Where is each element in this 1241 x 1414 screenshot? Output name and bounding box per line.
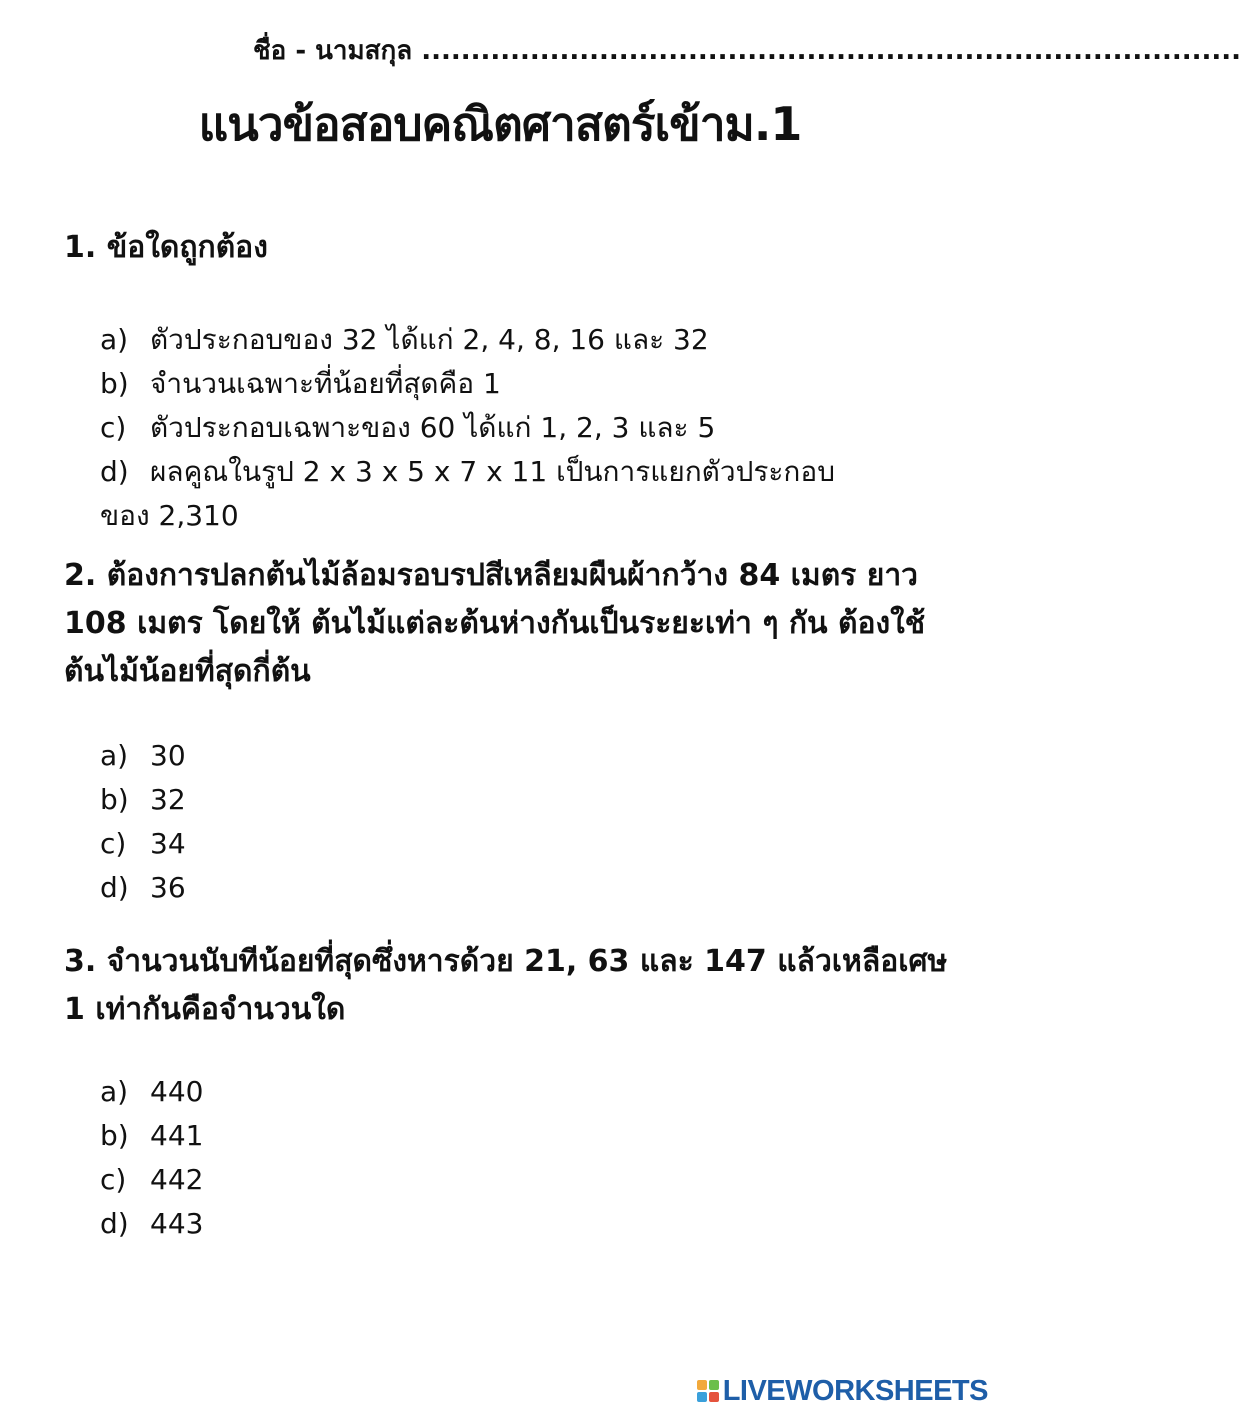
option-text: ผลคูณในรูป 2 x 3 x 5 x 7 x 11 เป็นการแยกตัวประกอบ xyxy=(150,455,835,488)
question-1-text: 1. ข้อใดถูกต้อง xyxy=(64,230,268,265)
student-name-line: ชื่อ - นามสกุล ................................................................................... xyxy=(253,36,1241,66)
option-a[interactable] xyxy=(64,734,964,778)
option-letter: c) xyxy=(100,827,127,860)
option-b[interactable] xyxy=(64,1114,964,1158)
option-text: 442 xyxy=(150,1163,204,1196)
option-text: ตัวประกอบของ 32 ได้แก่ 2, 4, 8, 16 และ 32 xyxy=(150,323,709,356)
option-letter: a) xyxy=(100,739,129,772)
option-text: จำนวนเฉพาะที่น้อยที่สุดคือ 1 xyxy=(150,367,501,400)
option-b[interactable] xyxy=(64,778,964,822)
option-letter: a) xyxy=(100,1075,129,1108)
option-b[interactable] xyxy=(64,362,964,406)
question-2-text: 2. ต้องการปลกต้นไม้ล้อมรอบรปสีเหลียมผืนผ้ากว้าง 84 เมตร ยาว 108 เมตร โดยให้ ต้นไม้แต่ละต้นห่างกันเป็นระยะเท่า ๆ กัน ต้องใช้ต้นไม้น้อยที่สุดกี่ต้น xyxy=(64,558,926,689)
option-c[interactable] xyxy=(64,1158,964,1202)
option-text-continuation: ของ 2,310 xyxy=(100,499,239,532)
option-text: 32 xyxy=(150,783,186,816)
option-letter: b) xyxy=(100,1119,129,1152)
option-c[interactable] xyxy=(64,406,964,450)
option-letter: d) xyxy=(100,1207,129,1240)
option-text: 34 xyxy=(150,827,186,860)
liveworksheets-logo-icon xyxy=(697,1378,719,1404)
option-d[interactable] xyxy=(64,1202,964,1246)
option-c[interactable] xyxy=(64,822,964,866)
option-text: 36 xyxy=(150,871,186,904)
question-3-text: 3. จำนวนนับทีน้อยที่สุดซึ่งหารด้วย 21, 63 และ 147 แล้วเหลือเศษ 1 เท่ากันคือจำนวนใด xyxy=(64,944,948,1027)
option-text: 441 xyxy=(150,1119,204,1152)
option-a[interactable] xyxy=(64,318,964,362)
question-2 xyxy=(64,552,964,910)
liveworksheets-logo-text: LIVEWORKSHEETS xyxy=(722,1374,988,1407)
option-letter: c) xyxy=(100,411,127,444)
option-text: 443 xyxy=(150,1207,204,1240)
option-d[interactable] xyxy=(64,866,964,910)
question-2-options xyxy=(64,734,964,910)
option-letter: d) xyxy=(100,871,129,904)
option-text: ตัวประกอบเฉพาะของ 60 ได้แก่ 1, 2, 3 และ 5 xyxy=(150,411,716,444)
option-letter: c) xyxy=(100,1163,127,1196)
question-1-options xyxy=(64,318,964,538)
option-d[interactable] xyxy=(64,450,964,538)
liveworksheets-logo xyxy=(697,1374,988,1408)
option-text: 440 xyxy=(150,1075,204,1108)
option-letter: b) xyxy=(100,367,129,400)
option-letter: a) xyxy=(100,323,129,356)
option-letter: d) xyxy=(100,455,129,488)
worksheet-title: แนวข้อสอบคณิตศาสตร์เข้าม.1 xyxy=(198,97,802,151)
option-a[interactable] xyxy=(64,1070,964,1114)
question-1 xyxy=(64,224,964,538)
question-3-options xyxy=(64,1070,964,1246)
option-text: 30 xyxy=(150,739,186,772)
question-3 xyxy=(64,938,964,1246)
option-letter: b) xyxy=(100,783,129,816)
